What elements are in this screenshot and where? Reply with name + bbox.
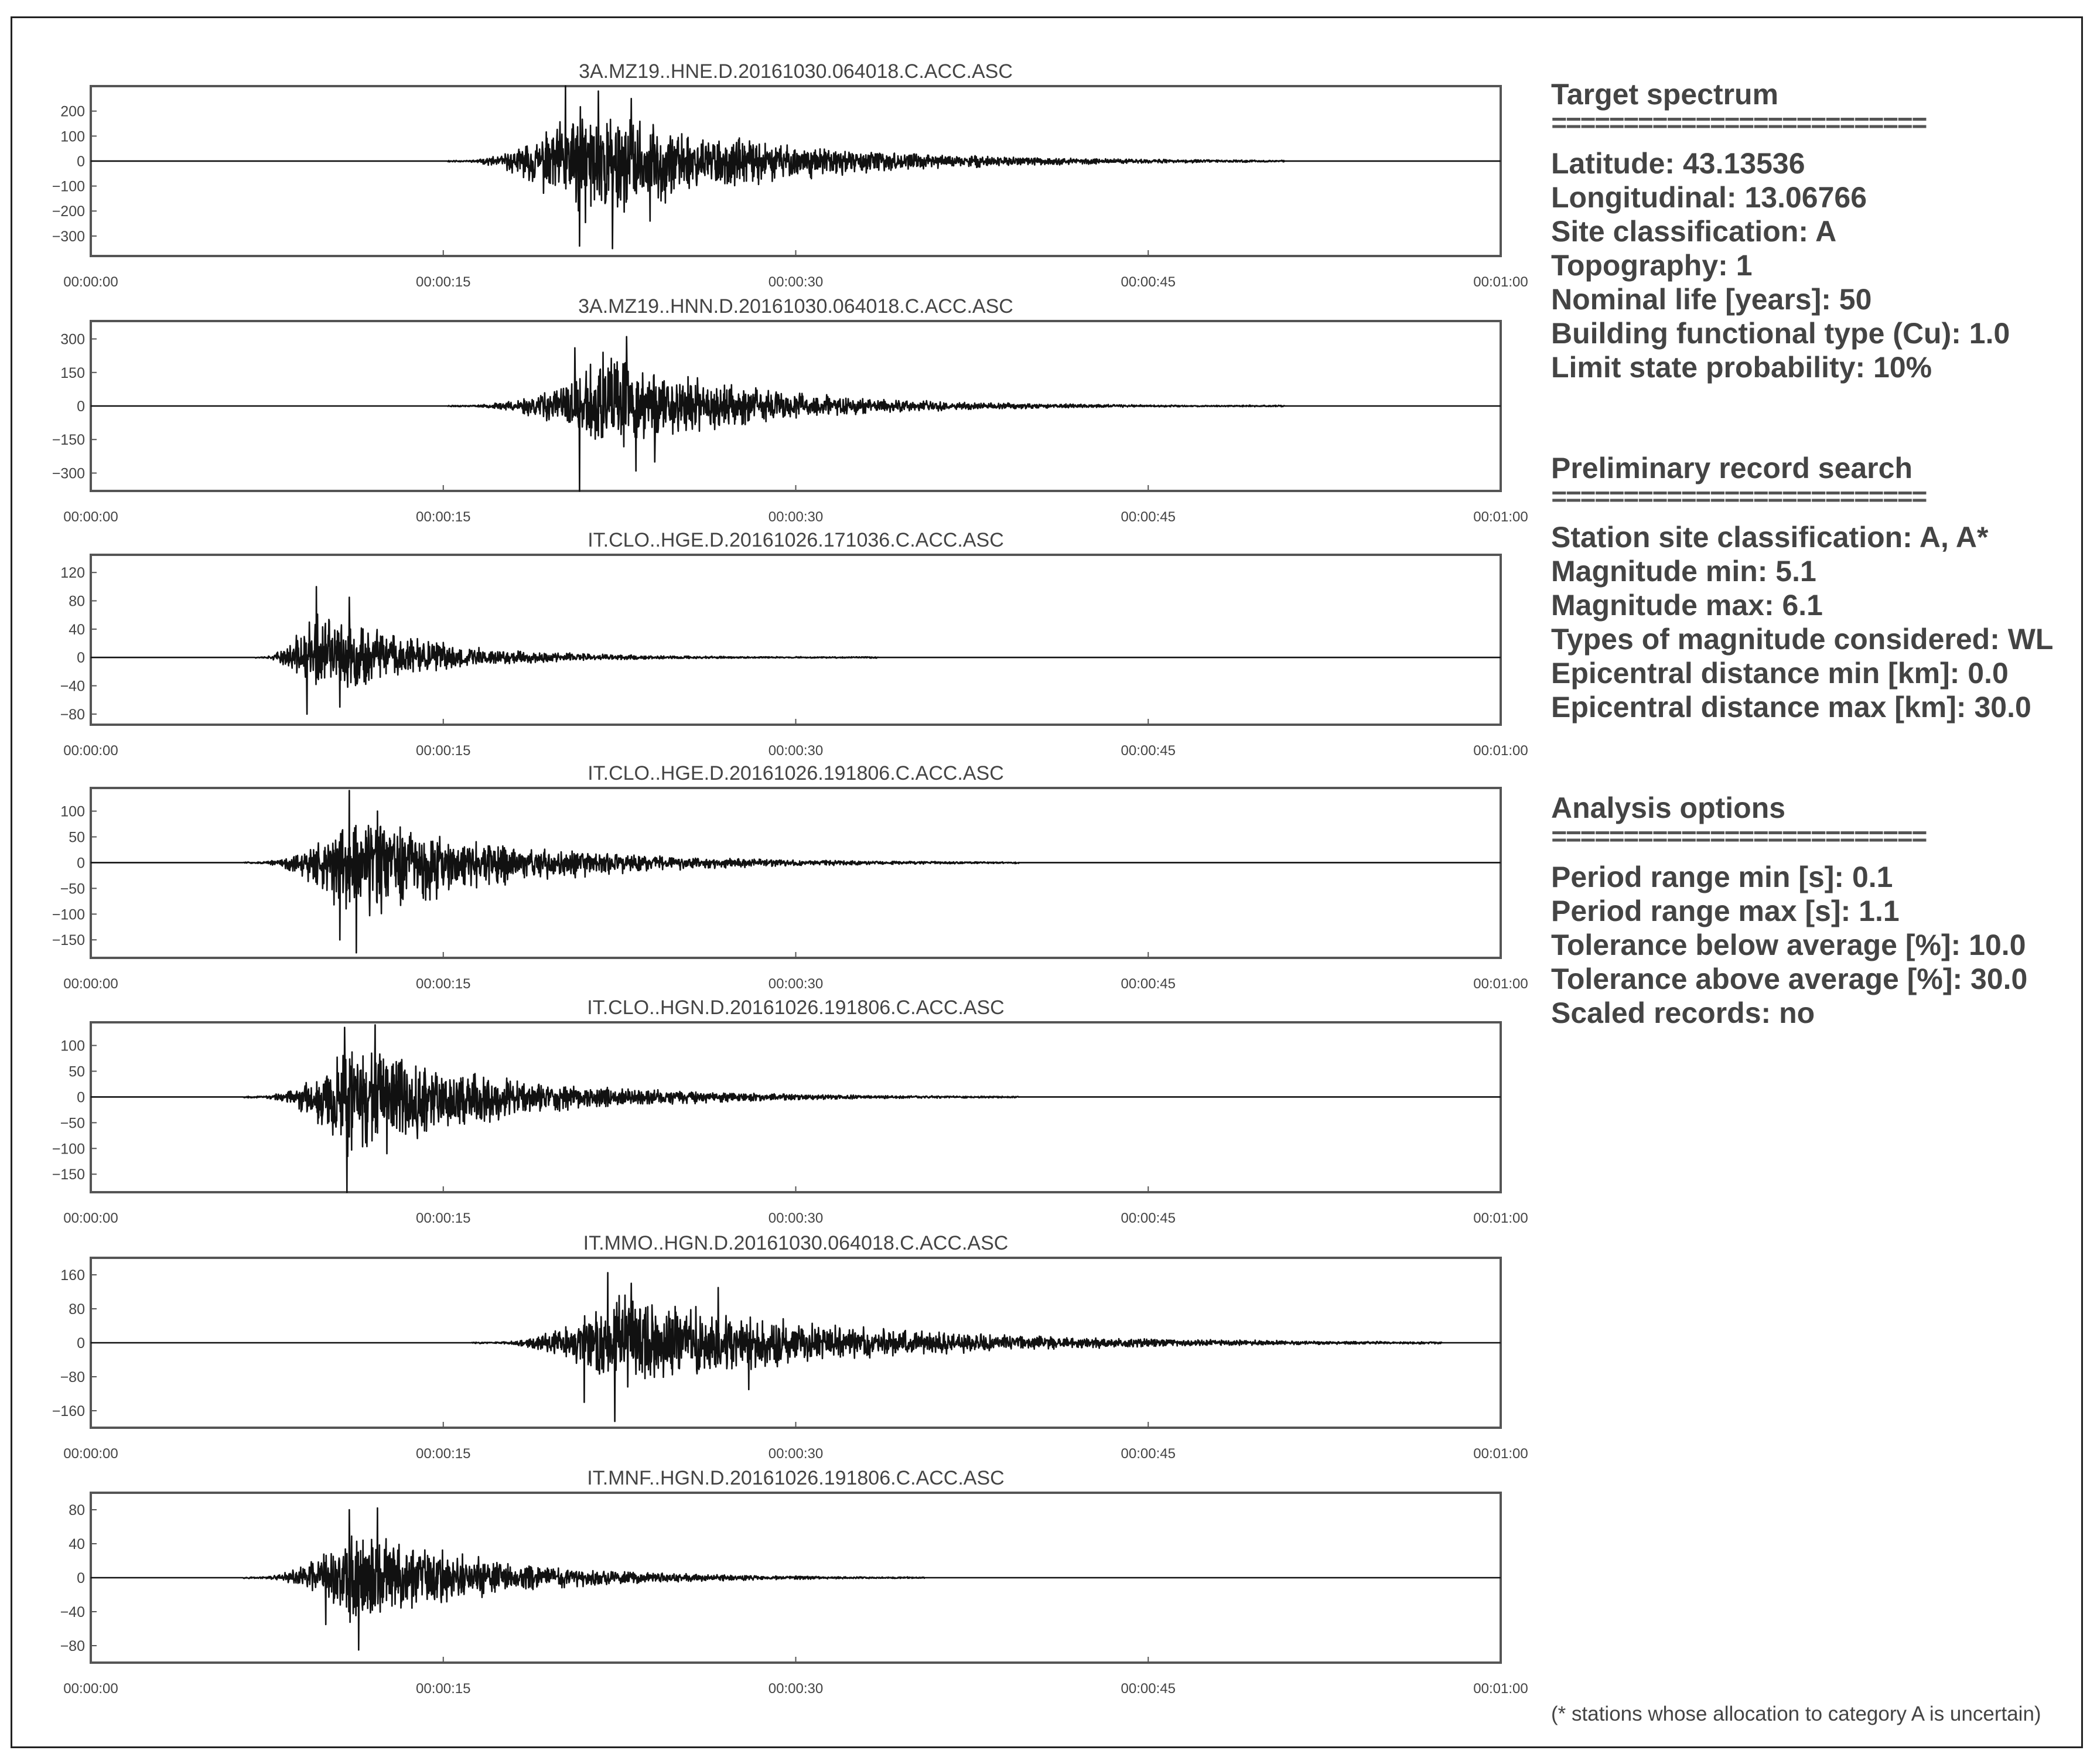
y-tick-label: 0 (77, 650, 85, 667)
waveform-chart (52, 1232, 1528, 1462)
x-tick-label: 00:00:00 (63, 1446, 118, 1462)
chart-title: IT.CLO..HGN.D.20161026.191806.C.ACC.ASC (587, 997, 1005, 1019)
x-tick-label: 00:00:45 (1121, 274, 1176, 290)
y-tick-label: 200 (60, 103, 85, 120)
chart-title: IT.MNF..HGN.D.20161026.191806.C.ACC.ASC (587, 1467, 1005, 1489)
waveform-trace (91, 1508, 1501, 1650)
y-tick-label: 0 (77, 153, 85, 170)
y-tick-label: −300 (52, 228, 85, 245)
y-tick-label: 0 (77, 1089, 85, 1106)
chart-title: IT.MMO..HGN.D.20161030.064018.C.ACC.ASC (583, 1232, 1009, 1254)
waveform-trace (91, 337, 1501, 491)
x-tick-label: 00:01:00 (1473, 509, 1528, 525)
section-heading: Target spectrum (1551, 78, 1779, 111)
y-tick-label: −200 (52, 203, 85, 220)
x-tick-label: 00:00:00 (63, 743, 118, 759)
waveform-chart (52, 762, 1528, 992)
info-magnitude-min: Magnitude min: 5.1 (1551, 555, 1816, 588)
section-rule: ========================== (1551, 485, 1926, 514)
x-tick-label: 00:00:45 (1121, 1446, 1176, 1462)
x-tick-label: 00:00:15 (416, 743, 471, 759)
section-preliminary-record-search (1551, 451, 2078, 724)
info-epicentral-distance-min: Epicentral distance min [km]: 0.0 (1551, 657, 2009, 690)
y-tick-label: 0 (77, 398, 85, 415)
x-tick-label: 00:01:00 (1473, 274, 1528, 290)
section-rule: ========================== (1551, 825, 1926, 854)
y-tick-label: −80 (60, 1638, 85, 1654)
x-tick-label: 00:00:30 (768, 1681, 824, 1697)
y-tick-label: 40 (69, 621, 85, 638)
x-tick-label: 00:00:30 (768, 274, 824, 290)
waveform-trace (91, 586, 1501, 714)
info-longitudinal: Longitudinal: 13.06766 (1551, 181, 1867, 214)
section-heading: Analysis options (1551, 791, 1786, 824)
x-tick-label: 00:01:00 (1473, 976, 1528, 992)
chart-title: IT.CLO..HGE.D.20161026.191806.C.ACC.ASC (588, 762, 1004, 784)
x-tick-label: 00:01:00 (1473, 1210, 1528, 1226)
y-tick-label: 300 (60, 331, 85, 348)
y-tick-label: 50 (69, 1063, 85, 1080)
y-tick-label: −100 (52, 906, 85, 923)
waveform-chart (52, 997, 1528, 1226)
waveform-chart (52, 295, 1528, 525)
x-tick-label: 00:00:15 (416, 509, 471, 525)
info-topography: Topography: 1 (1551, 249, 1753, 282)
info-period-range-min: Period range min [s]: 0.1 (1551, 861, 1893, 893)
x-tick-label: 00:00:45 (1121, 1681, 1176, 1697)
x-tick-label: 00:00:45 (1121, 976, 1176, 992)
info-nominal-life: Nominal life [years]: 50 (1551, 283, 1872, 316)
section-analysis-options (1551, 791, 2078, 1030)
y-tick-label: −160 (52, 1403, 85, 1420)
y-tick-label: 50 (69, 829, 85, 846)
section-rule: ========================== (1551, 111, 1926, 140)
y-tick-label: 160 (60, 1267, 85, 1284)
plot-frame (91, 555, 1501, 725)
chart-title: 3A.MZ19..HNN.D.20161030.064018.C.ACC.ASC (578, 295, 1013, 318)
x-tick-label: 00:00:30 (768, 1446, 824, 1462)
y-tick-label: −150 (52, 1166, 85, 1183)
info-building-functional-type: Building functional type (Cu): 1.0 (1551, 317, 2010, 350)
y-tick-label: −150 (52, 932, 85, 949)
y-tick-label: 80 (69, 1301, 85, 1318)
x-tick-label: 00:00:00 (63, 274, 118, 290)
x-tick-label: 00:01:00 (1473, 1446, 1528, 1462)
y-tick-label: 40 (69, 1536, 85, 1553)
waveform-chart (60, 529, 1528, 759)
y-tick-label: −100 (52, 1141, 85, 1158)
x-tick-label: 00:00:45 (1121, 1210, 1176, 1226)
x-tick-label: 00:00:15 (416, 274, 471, 290)
info-scaled-records: Scaled records: no (1551, 997, 1815, 1029)
x-tick-label: 00:00:45 (1121, 509, 1176, 525)
info-site-classification: Site classification: A (1551, 215, 1837, 248)
y-tick-label: 0 (77, 1335, 85, 1352)
info-period-range-max: Period range max [s]: 1.1 (1551, 895, 1900, 927)
y-tick-label: −40 (60, 1604, 85, 1620)
y-tick-label: 100 (60, 1038, 85, 1055)
info-tolerance-above: Tolerance above average [%]: 30.0 (1551, 963, 2028, 995)
y-tick-label: 120 (60, 565, 85, 582)
y-tick-label: 0 (77, 855, 85, 872)
x-tick-label: 00:00:30 (768, 509, 824, 525)
x-tick-label: 00:00:00 (63, 1681, 118, 1697)
waveform-chart (60, 1467, 1528, 1697)
waveform-trace (91, 790, 1501, 953)
info-tolerance-below: Tolerance below average [%]: 10.0 (1551, 929, 2026, 961)
footnote: (* stations whose allocation to category A is uncertain) (1551, 1702, 2041, 1725)
y-tick-label: 80 (69, 1502, 85, 1519)
x-tick-label: 00:00:30 (768, 1210, 824, 1226)
y-tick-label: 100 (60, 803, 85, 820)
y-tick-label: 150 (60, 364, 85, 381)
y-tick-label: −50 (60, 1115, 85, 1132)
y-tick-label: −80 (60, 1369, 85, 1386)
section-target-spectrum (1551, 77, 2078, 384)
y-tick-label: −100 (52, 178, 85, 195)
x-tick-label: 00:00:15 (416, 976, 471, 992)
x-tick-label: 00:00:15 (416, 1210, 471, 1226)
y-tick-label: −50 (60, 881, 85, 898)
info-latitude: Latitude: 43.13536 (1551, 147, 1805, 180)
x-tick-label: 00:00:30 (768, 743, 824, 759)
x-tick-label: 00:01:00 (1473, 1681, 1528, 1697)
chart-title: IT.CLO..HGE.D.20161026.171036.C.ACC.ASC (588, 529, 1004, 551)
waveform-trace (91, 1025, 1501, 1192)
y-tick-label: 80 (69, 593, 85, 610)
x-tick-label: 00:00:00 (63, 976, 118, 992)
x-tick-label: 00:00:30 (768, 976, 824, 992)
y-tick-label: −150 (52, 432, 85, 449)
info-epicentral-distance-max: Epicentral distance max [km]: 30.0 (1551, 691, 2031, 724)
x-tick-label: 00:00:15 (416, 1681, 471, 1697)
info-limit-state-probability: Limit state probability: 10% (1551, 351, 1932, 384)
info-magnitude-max: Magnitude max: 6.1 (1551, 589, 1823, 622)
x-tick-label: 00:00:15 (416, 1446, 471, 1462)
waveform-trace (91, 86, 1501, 248)
y-tick-label: −300 (52, 465, 85, 482)
y-tick-label: 0 (77, 1570, 85, 1586)
waveform-chart (52, 60, 1528, 290)
x-tick-label: 00:01:00 (1473, 743, 1528, 759)
y-tick-label: 100 (60, 128, 85, 145)
waveform-trace (91, 1272, 1501, 1421)
x-tick-label: 00:00:00 (63, 509, 118, 525)
y-tick-label: −80 (60, 706, 85, 723)
chart-title: 3A.MZ19..HNE.D.20161030.064018.C.ACC.ASC (579, 60, 1013, 83)
x-tick-label: 00:00:00 (63, 1210, 118, 1226)
section-heading: Preliminary record search (1551, 452, 1912, 484)
info-station-site-classification: Station site classification: A, A* (1551, 521, 1989, 554)
x-tick-label: 00:00:45 (1121, 743, 1176, 759)
info-magnitude-types: Types of magnitude considered: WL (1551, 623, 2054, 656)
y-tick-label: −40 (60, 678, 85, 695)
